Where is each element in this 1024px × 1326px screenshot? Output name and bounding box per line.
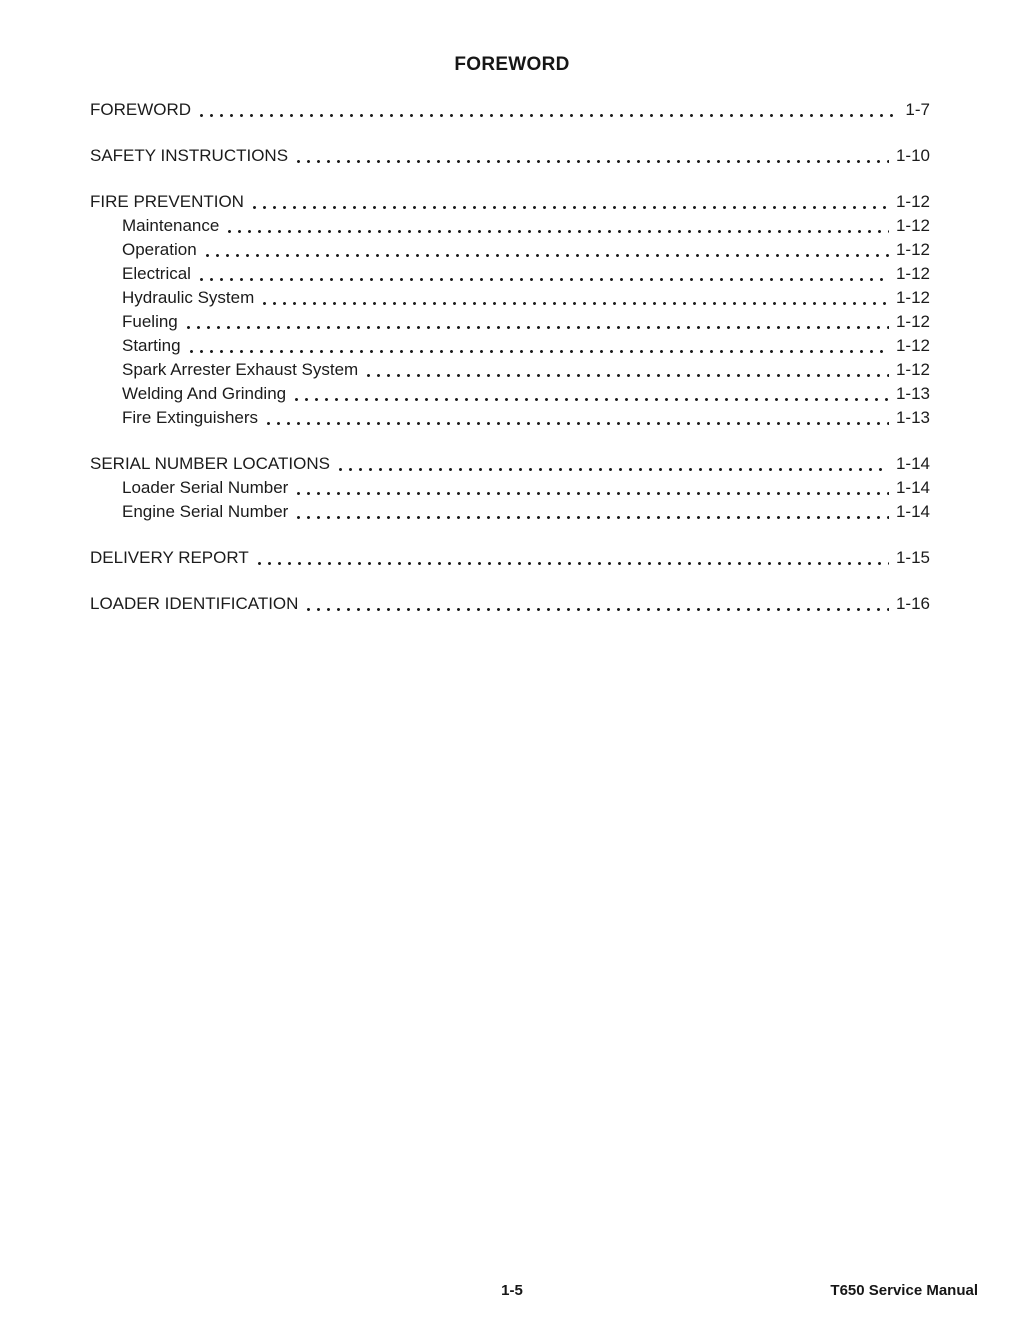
toc-entry	[90, 238, 930, 262]
toc-entry	[90, 358, 930, 382]
dot-leader	[339, 468, 889, 471]
toc-entry-label: Hydraulic System	[122, 288, 255, 307]
footer-page-number: 1-5	[501, 1282, 523, 1299]
toc-entry-page: 1-12	[895, 192, 930, 211]
toc-entry	[90, 334, 930, 358]
dot-leader	[258, 562, 889, 565]
toc-entry-page: 1-12	[895, 216, 930, 235]
toc-entry-label: Maintenance	[122, 216, 220, 235]
toc-entry-page: 1-10	[895, 146, 930, 165]
toc-entry	[90, 190, 930, 214]
dot-leader	[200, 278, 889, 281]
toc-entry-page: 1-14	[895, 502, 930, 521]
toc-entry	[90, 382, 930, 406]
toc-entry-label: DELIVERY REPORT	[90, 548, 249, 567]
toc-entry-label: Fire Extinguishers	[122, 408, 259, 427]
page-footer	[0, 1282, 1024, 1302]
toc-entry-label: Engine Serial Number	[122, 502, 289, 521]
dot-leader	[307, 608, 889, 611]
dot-leader	[367, 374, 889, 377]
toc-entry	[90, 262, 930, 286]
toc-entry	[90, 214, 930, 238]
toc-entry-label: Starting	[122, 336, 181, 355]
page-title: FOREWORD	[454, 54, 570, 75]
toc-entry	[90, 310, 930, 334]
dot-leader	[297, 160, 889, 163]
dot-leader	[297, 516, 889, 519]
toc-entry-page: 1-12	[895, 336, 930, 355]
toc-entry-page: 1-14	[895, 454, 930, 473]
toc-entry-label: SERIAL NUMBER LOCATIONS	[90, 454, 330, 473]
toc-entry-page: 1-12	[895, 240, 930, 259]
toc-entry-label: Spark Arrester Exhaust System	[122, 360, 359, 379]
toc-entry	[90, 286, 930, 310]
toc-entry-label: Fueling	[122, 312, 178, 331]
toc-entry-page: 1-16	[895, 594, 930, 613]
dot-leader	[190, 350, 889, 353]
dot-leader	[297, 492, 889, 495]
toc-entry	[90, 452, 930, 476]
toc-entry-page: 1-12	[895, 264, 930, 283]
dot-leader	[228, 230, 889, 233]
toc-entry-label: SAFETY INSTRUCTIONS	[90, 146, 289, 165]
toc-entry	[90, 406, 930, 430]
toc-entry-label: Operation	[122, 240, 197, 259]
toc-entry	[90, 546, 930, 570]
toc-entry-page: 1-12	[895, 360, 930, 379]
toc-entry-label: Loader Serial Number	[122, 478, 289, 497]
toc-entry-page: 1-14	[895, 478, 930, 497]
toc-entry-label: FOREWORD	[90, 100, 192, 119]
dot-leader	[263, 302, 889, 305]
toc-entry	[90, 144, 930, 168]
dot-leader	[206, 254, 889, 257]
toc-entry-page: 1-7	[905, 100, 930, 119]
footer-manual-title: T650 Service Manual	[830, 1282, 978, 1299]
toc-entry-label: LOADER IDENTIFICATION	[90, 594, 299, 613]
dot-leader	[253, 206, 889, 209]
toc-entry-page: 1-15	[895, 548, 930, 567]
dot-leader	[187, 326, 889, 329]
dot-leader	[295, 398, 889, 401]
toc-entry-page: 1-13	[895, 408, 930, 427]
toc-entry-page: 1-12	[895, 288, 930, 307]
toc-entry	[90, 592, 930, 616]
toc-entry-page: 1-12	[895, 312, 930, 331]
toc-entry-label: FIRE PREVENTION	[90, 192, 244, 211]
toc-entry	[90, 476, 930, 500]
toc-entry-page: 1-13	[895, 384, 930, 403]
toc-entry	[90, 500, 930, 524]
toc-list	[0, 98, 1024, 616]
dot-leader	[267, 422, 889, 425]
dot-leader	[200, 114, 898, 117]
toc-entry-label: Welding And Grinding	[122, 384, 287, 403]
toc-entry	[90, 98, 930, 122]
toc-entry-label: Electrical	[122, 264, 191, 283]
